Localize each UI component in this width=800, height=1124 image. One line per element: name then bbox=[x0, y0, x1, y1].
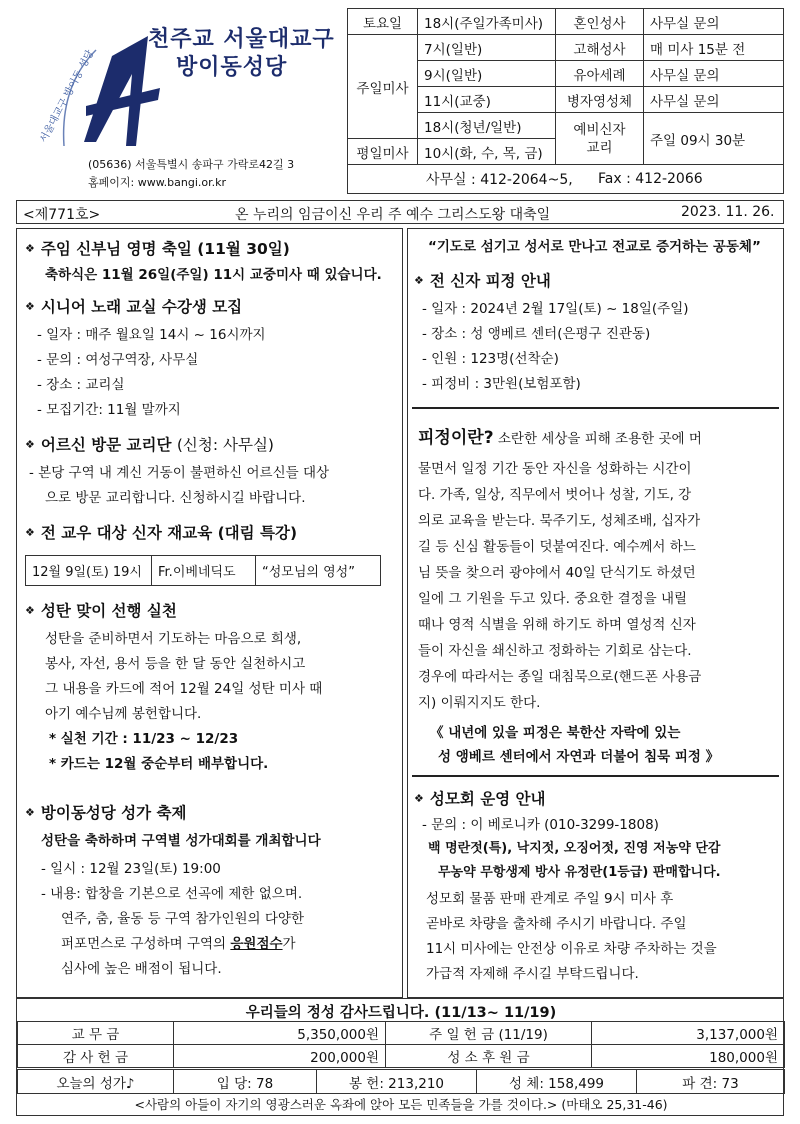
senior-line: - 장소 : 교리실 bbox=[37, 377, 125, 393]
offering-value: 180,000원 bbox=[592, 1045, 785, 1068]
senior-line: - 문의 : 여성구역장, 사무실 bbox=[37, 352, 199, 368]
section-christmas-deeds bbox=[25, 599, 177, 621]
saturday-time: 18시(주일가족미사) bbox=[418, 9, 556, 35]
catechism-label-2: 교리 bbox=[586, 139, 613, 156]
section-title: 성탄 맞이 선행 실천 bbox=[40, 602, 177, 620]
sacrament-value: 사무실 문의 bbox=[644, 61, 784, 87]
section-title: 전 교우 대상 신자 재교육 (대림 특강) bbox=[40, 524, 298, 542]
left-column bbox=[16, 228, 403, 998]
offering-value: 3,137,000원 bbox=[592, 1022, 785, 1045]
senior-line: - 일자 : 매주 월요일 14시 ~ 16시까지 bbox=[37, 327, 266, 343]
offering-label: 교 무 금 bbox=[18, 1022, 174, 1045]
retreat-definition-line: 의로 교육을 받는다. 묵주기도, 성체조배, 십자가 bbox=[418, 513, 701, 529]
logo-text-label: 서울대교구 방이동 성당 bbox=[38, 48, 97, 145]
retreat-definition-line: 물면서 일정 기간 동안 자신을 성화하는 시간이 bbox=[418, 461, 692, 477]
sunday-time: 11시(교중) bbox=[418, 87, 556, 113]
elder-line: 으로 방문 교리합니다. 신청하시길 바랍니다. bbox=[45, 490, 306, 506]
retreat-definition-line: 일에 그 기원을 두고 있다. 중요한 결정을 내릴 bbox=[418, 591, 688, 607]
hymn-entry: 성 체: 158,499 bbox=[477, 1070, 637, 1094]
offering-value: 200,000원 bbox=[174, 1045, 386, 1068]
section-elder-visit bbox=[25, 433, 274, 455]
deeds-bullet: * 실천 기간 : 11/23 ~ 12/23 bbox=[49, 731, 239, 747]
section-title: 주임 신부님 영명 축일 (11월 30일) bbox=[40, 240, 290, 258]
sacrament-value: 매 미사 15분 전 bbox=[644, 35, 784, 61]
feast-title: 온 누리의 임금이신 우리 주 예수 그리스도왕 대축일 bbox=[235, 207, 551, 223]
office-contact-row bbox=[347, 164, 784, 194]
weekday-mass-label: 평일미사 bbox=[348, 139, 418, 165]
diamond-bullet-icon: ❖ bbox=[25, 300, 35, 313]
logo-text bbox=[20, 48, 140, 158]
mass-schedule-table bbox=[347, 8, 784, 165]
hymn-label: 오늘의 성가♪ bbox=[18, 1070, 174, 1094]
lecture-table bbox=[25, 555, 381, 586]
lecture-topic: “성모님의 영성” bbox=[256, 556, 381, 586]
bulletin-date: 2023. 11. 26. bbox=[681, 204, 775, 220]
festival-line-text: 퍼포먼스로 구성하며 구역의 bbox=[61, 936, 227, 952]
retreat-note: 《 내년에 있을 피정은 북한산 자락에 있는 bbox=[430, 725, 681, 741]
saturday-label: 토요일 bbox=[348, 9, 418, 35]
diamond-bullet-icon: ❖ bbox=[414, 274, 424, 287]
club-line: 11시 미사에는 안전상 이유로 차량 주차하는 것을 bbox=[426, 941, 717, 957]
deeds-line: 봉사, 자선, 용서 등을 한 달 동안 실천하시고 bbox=[45, 656, 306, 672]
hymn-entry: 봉 헌: 213,210 bbox=[317, 1070, 477, 1094]
church-homepage: 홈페이지: www.bangi.or.kr bbox=[88, 176, 227, 189]
deeds-line: 그 내용을 카드에 적어 12월 24일 성탄 미사 때 bbox=[45, 681, 323, 697]
section-title: 시니어 노래 교실 수강생 모집 bbox=[40, 298, 243, 316]
retreat-definition-line: 들이 자신을 쇄신하고 정화하는 기회로 삼는다. bbox=[418, 643, 692, 659]
offering-label: 주 일 헌 금 (11/19) bbox=[386, 1022, 592, 1045]
deeds-line: 성탄을 준비하면서 기도하는 마음으로 희생, bbox=[45, 631, 302, 647]
retreat-line: - 피정비 : 3만원(보험포함) bbox=[422, 376, 581, 392]
retreat-definition-line: 때나 영적 식별을 위해 하기도 하며 열성적 신자 bbox=[418, 617, 696, 633]
retreat-note: 성 앵베르 센터에서 자연과 더불어 침묵 피정 》 bbox=[438, 749, 720, 765]
section-hymn-festival bbox=[25, 801, 186, 823]
sacrament-label: 고해성사 bbox=[556, 35, 644, 61]
retreat-definition-title: 피정이란? bbox=[418, 428, 494, 448]
section-title: 성모회 운영 안내 bbox=[429, 790, 546, 808]
section-title: 어르신 방문 교리단 bbox=[40, 436, 172, 454]
issue-number: <제771호> bbox=[23, 207, 101, 223]
club-products: 무농약 무항생제 방사 유정란(1등급) 판매합니다. bbox=[438, 865, 721, 880]
office-phone: 사무실 : 412-2064~5, bbox=[426, 171, 573, 188]
festival-line bbox=[61, 932, 296, 952]
office-fax: Fax : 412-2066 bbox=[598, 170, 703, 187]
festival-line-suffix: 가 bbox=[282, 936, 296, 952]
section-title: 방이동성당 성가 축제 bbox=[40, 804, 187, 822]
retreat-definition-line: 지) 이뤄지지도 한다. bbox=[418, 695, 541, 711]
divider bbox=[412, 407, 779, 409]
sacrament-label: 병자영성체 bbox=[556, 87, 644, 113]
section-senior-singing bbox=[25, 295, 242, 317]
right-column bbox=[407, 228, 784, 998]
diamond-bullet-icon: ❖ bbox=[25, 242, 35, 255]
bible-quote: <사람의 아들이 자기의 영광스러운 옥좌에 앉아 모든 민족들을 가를 것이다.> (마태오 25,31-46) bbox=[134, 1097, 668, 1112]
weekday-time: 10시(화, 수, 목, 금) bbox=[418, 139, 556, 165]
club-products: 백 명란젓(특), 낙지젓, 오징어젓, 진영 저농약 단감 bbox=[428, 841, 721, 856]
elder-line: - 본당 구역 내 계신 거동이 불편하신 어르신들 대상 bbox=[29, 465, 330, 481]
sunday-time: 7시(일반) bbox=[418, 35, 556, 61]
hymn-entry: 파 견: 73 bbox=[637, 1070, 785, 1094]
lecture-speaker: Fr.이베네딕도 bbox=[152, 556, 256, 586]
catechism-value: 주일 09시 30분 bbox=[644, 113, 784, 165]
section-retreat-notice bbox=[414, 269, 551, 291]
section-advent-lecture bbox=[25, 521, 297, 543]
retreat-definition-line: 경우에 따라서는 종일 대침묵으로(핸드폰 사용금 bbox=[418, 669, 702, 685]
hymn-table bbox=[17, 1069, 785, 1094]
offering-value: 5,350,000원 bbox=[174, 1022, 386, 1045]
sunday-mass-label: 주일미사 bbox=[348, 35, 418, 139]
catechism-label-1: 예비신자 bbox=[573, 121, 626, 138]
sunday-time: 18시(청년/일반) bbox=[418, 113, 556, 139]
lecture-date: 12월 9일(토) 19시 bbox=[26, 556, 152, 586]
retreat-definition bbox=[418, 423, 702, 448]
diamond-bullet-icon: ❖ bbox=[25, 604, 35, 617]
offerings-table bbox=[17, 1021, 785, 1068]
deeds-line: 아기 예수님께 봉헌합니다. bbox=[45, 706, 202, 722]
bulletin-title-bar bbox=[16, 200, 784, 224]
sacrament-value: 사무실 문의 bbox=[644, 87, 784, 113]
church-address: (05636) 서울특별시 송파구 가락로42길 3 bbox=[88, 158, 295, 171]
sunday-time: 9시(일반) bbox=[418, 61, 556, 87]
festival-underline: 응원점수 bbox=[230, 936, 283, 952]
festival-lead: 성탄을 축하하며 구역별 성가대회를 개최합니다 bbox=[41, 833, 321, 849]
festival-line: - 내용: 합창을 기본으로 선곡에 제한 없으며. bbox=[41, 886, 303, 902]
retreat-definition-line: 길 등 신심 활동들이 덧붙여진다. 예수께서 하느 bbox=[418, 539, 696, 555]
club-line: 성모회 물품 판매 관계로 주일 9시 미사 후 bbox=[426, 891, 674, 907]
retreat-line: - 인원 : 123명(선착순) bbox=[422, 351, 559, 367]
festival-date: - 일시 : 12월 23일(토) 19:00 bbox=[41, 861, 221, 877]
section-mothers-club bbox=[414, 787, 545, 809]
festival-line: 연주, 춤, 율동 등 구역 참가인원의 다양한 bbox=[61, 911, 304, 927]
sacrament-label: 유아세례 bbox=[556, 61, 644, 87]
festival-line: 심사에 높은 배점이 됩니다. bbox=[61, 961, 222, 977]
sacrament-label: 혼인성사 bbox=[556, 9, 644, 35]
section-title-note: (신청: 사무실) bbox=[176, 436, 274, 454]
section-title: 전 신자 피정 안내 bbox=[429, 272, 551, 290]
catechism-label bbox=[556, 113, 644, 165]
deeds-bullet: * 카드는 12월 중순부터 배부합니다. bbox=[49, 756, 269, 772]
retreat-definition-line: 님 뜻을 찾으러 광야에서 40일 단식기도 하셨던 bbox=[418, 565, 696, 581]
club-line: 곧바로 차량을 출차해 주시기 바랍니다. 주일 bbox=[426, 916, 687, 932]
diamond-bullet-icon: ❖ bbox=[25, 806, 35, 819]
church-name-line1: 천주교 서울대교구 bbox=[148, 27, 335, 52]
hymn-entry: 입 당: 78 bbox=[174, 1070, 317, 1094]
offering-label: 감 사 헌 금 bbox=[18, 1045, 174, 1068]
senior-line: - 모집기간: 11월 말까지 bbox=[37, 402, 181, 418]
diamond-bullet-icon: ❖ bbox=[25, 526, 35, 539]
retreat-line: - 일자 : 2024년 2월 17일(토) ~ 18일(주일) bbox=[422, 301, 689, 317]
club-contact: - 문의 : 이 베로니카 (010-3299-1808) bbox=[422, 817, 659, 833]
nameday-line: 축하식은 11월 26일(주일) 11시 교중미사 때 있습니다. bbox=[45, 267, 382, 283]
retreat-definition-line: 다. 가족, 일상, 직무에서 벗어나 성찰, 기도, 강 bbox=[418, 487, 692, 503]
offerings-box bbox=[16, 998, 784, 1116]
retreat-line: - 장소 : 성 앵베르 센터(은평구 진관동) bbox=[422, 326, 651, 342]
sacrament-value: 사무실 문의 bbox=[644, 9, 784, 35]
offerings-title: 우리들의 정성 감사드립니다. (11/13~ 11/19) bbox=[245, 1005, 557, 1021]
diamond-bullet-icon: ❖ bbox=[414, 792, 424, 805]
offering-label: 성 소 후 원 금 bbox=[386, 1045, 592, 1068]
section-nameday bbox=[25, 237, 290, 259]
divider bbox=[412, 775, 779, 777]
church-name-line2: 방이동성당 bbox=[176, 55, 288, 80]
parish-motto: “기도로 섬기고 성서로 만나고 전교로 증거하는 공동체” bbox=[428, 239, 761, 255]
club-line: 가급적 자제해 주시길 부탁드립니다. bbox=[426, 966, 639, 982]
retreat-definition-line: 소란한 세상을 피해 조용한 곳에 머 bbox=[497, 431, 702, 447]
diamond-bullet-icon: ❖ bbox=[25, 438, 35, 451]
